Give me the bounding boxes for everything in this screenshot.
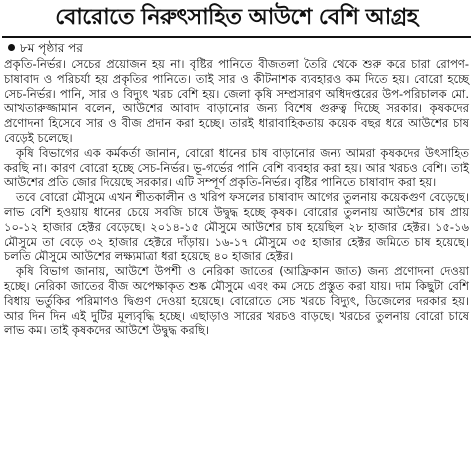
headline-divider [2,36,471,38]
continued-from-line [8,39,83,57]
bullet-icon [8,44,15,51]
article-paragraph-3: তবে বোরো মৌসুমে এখন শীতকালীন ও খরিপ ফসলের চাষাবাদ আগের তুলনায় কয়েকগুণ বেড়েছে। লাভ বেশি হওয়ায় ধানের চেয়ে সবজি চাষে উদ্বুদ্ধ হচ্ছে কৃষক। বোরোর তুলনায় আউশের চাষ প্রায় ১০-১২ হাজার হেক্টর বেড়েছে। ২০১৪-১৫ মৌসুমে আউশের চাষ হয়েছিল ২৮ হাজার হেক্টর। ১৫-১৬ মৌসুমে তা বেড়ে ৩২ হাজার হেক্টরে দাঁড়ায়। ১৬-১৭ মৌসুমে ৩৫ হাজার হেক্টর জমিতে চাষ হয়েছে। চলতি মৌসুমে আউশের লক্ষ্যমাত্রা ধরা হয়েছে ৪০ হাজার হেক্টর। [4,190,469,264]
continued-from-label: ৮ম পৃষ্ঠার পর [20,41,83,55]
article-paragraph-1: প্রকৃতি-নির্ভর। সেচের প্রয়োজন হয় না। বৃষ্টির পানিতে বীজতলা তৈরি থেকে শুরু করে চারা রোপণ-চাষাবাদ ও পরিচর্যা হয় প্রকৃতির পানিতে। তাই সার ও কীটনাশক ব্যবহারও কম দিতে হয়। বোরো হচ্ছে সেচ-নির্ভর। পানি, সার ও বিদ্যুৎ খরচ বেশি হয়। জেলা কৃষি সম্প্রসারণ অধিদপ্তরের উপ-পরিচালক মো. আখতারুজ্জামান বলেন, আউশের আবাদ বাড়ানোর জন্য বিশেষ গুরুত্ব দিচ্ছে সরকার। কৃষকদের প্রণোদনা হিসেবে সার ও বীজ প্রদান করা হচ্ছে। তারই ধারাবাহিকতায় কয়েক বছর ধরে আউশের চাষ বেড়েই চলেছে। [4,57,469,145]
article-paragraph-4: কৃষি বিভাগ জানায়, আউশে উপশী ও নেরিকা জাতের (আফ্রিকান জাত) জন্য প্রণোদনা দেওয়া হচ্ছে। নেরিকা জাতের বীজ অপেক্ষাকৃত শুষ্ক মৌসুমে এবং কম সেচে প্রস্তুত করা যায়। দাম কিছুটা বেশি বিধায় ভর্তুকির পরিমাণও দ্বিগুণ দেওয়া হয়েছে। বোরোতে সেচ খরচে বিদ্যুৎ, ডিজেলের দরকার হয়। আর দিন দিন এই দুটির মূল্যবৃদ্ধি হচ্ছে। এছাড়াও সারের খরচও বাড়ছে। খরচের তুলনায় বোরো চাষে লাভ কম। তাই কৃষকদের আউশে উদ্বুদ্ধ করছি। [4,264,469,338]
headline: বোরোতে নিরুৎসাহিত আউশে বেশি আগ্রহ [55,5,418,30]
article-body [4,57,469,338]
article-paragraph-2: কৃষি বিভাগের এক কর্মকর্তা জানান, বোরো ধানের চাষ বাড়ানোর জন্য আমরা কৃষকদের উৎসাহিত করছি না। কারণ বোরো হচ্ছে সেচ-নির্ভর। ভূ-গর্ভের পানি বেশি ব্যবহার করা হয়। আর খরচও বেশি। তাই আউশের প্রতি জোর দিয়েছে সরকার। এটি সম্পূর্ণ প্রকৃতি-নির্ভর। বৃষ্টির পানিতে চাষাবাদ করা হয়। [4,145,469,190]
